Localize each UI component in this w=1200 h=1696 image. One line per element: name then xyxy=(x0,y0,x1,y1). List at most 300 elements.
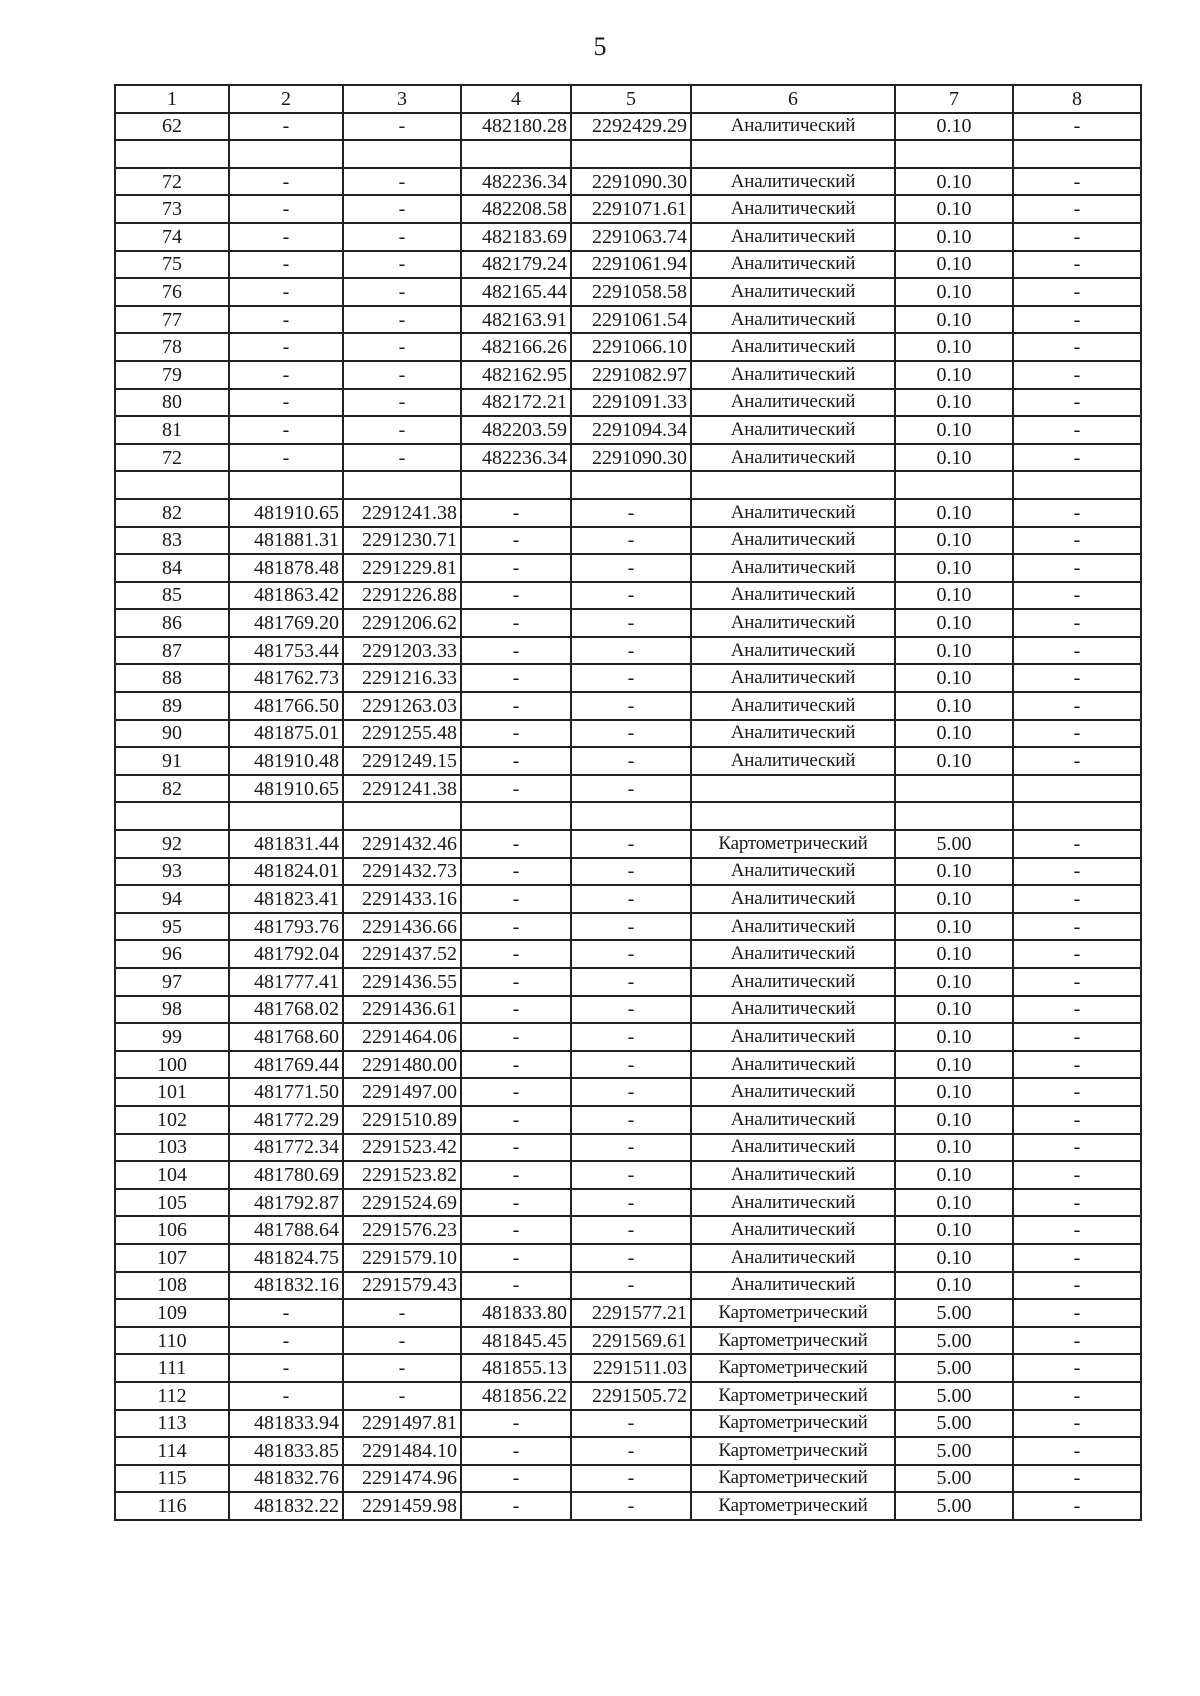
table-cell-col4: - xyxy=(461,968,571,996)
table-cell-col1: 72 xyxy=(115,444,229,472)
table-cell-col2: 481777.41 xyxy=(229,968,343,996)
table-cell-col5: - xyxy=(571,582,691,610)
table-body xyxy=(115,113,1141,1520)
table-cell-col6: Картометрический xyxy=(691,830,895,858)
table-cell-col6: Картометрический xyxy=(691,1465,895,1493)
table-cell-col2: - xyxy=(229,1327,343,1355)
table-cell-col5: - xyxy=(571,720,691,748)
table-cell-col2 xyxy=(229,140,343,168)
table-cell-col4: - xyxy=(461,1106,571,1134)
table-cell-col1: 103 xyxy=(115,1134,229,1162)
table-row xyxy=(115,1051,1141,1079)
table-cell-col1: 83 xyxy=(115,527,229,555)
table-cell-col3: - xyxy=(343,1354,461,1382)
table-cell-col4: - xyxy=(461,664,571,692)
table-cell-col2: 481792.87 xyxy=(229,1189,343,1217)
table-cell-col4: - xyxy=(461,775,571,803)
table-cell-col8: - xyxy=(1013,444,1141,472)
table-cell-col3: - xyxy=(343,306,461,334)
table-row xyxy=(115,1216,1141,1244)
table-cell-col2: - xyxy=(229,113,343,141)
table-cell-col2: - xyxy=(229,195,343,223)
table-cell-col4: 482166.26 xyxy=(461,333,571,361)
table-cell-col6: Аналитический xyxy=(691,664,895,692)
table-cell-col2: 481875.01 xyxy=(229,720,343,748)
table-cell-col6: Картометрический xyxy=(691,1299,895,1327)
table-cell-col2: 481772.29 xyxy=(229,1106,343,1134)
column-header-7: 7 xyxy=(895,85,1013,113)
table-cell-col5: - xyxy=(571,885,691,913)
table-cell-col8: - xyxy=(1013,389,1141,417)
table-cell-col6: Аналитический xyxy=(691,1106,895,1134)
table-cell-col2: - xyxy=(229,1299,343,1327)
table-cell-col7: 5.00 xyxy=(895,1299,1013,1327)
table-cell-col5: - xyxy=(571,940,691,968)
table-cell-col1: 97 xyxy=(115,968,229,996)
table-cell-col7: 0.10 xyxy=(895,1078,1013,1106)
table-cell-col8: - xyxy=(1013,333,1141,361)
table-cell-col1: 75 xyxy=(115,251,229,279)
column-header-3: 3 xyxy=(343,85,461,113)
table-cell-col7: 0.10 xyxy=(895,554,1013,582)
table-cell-col2: 481823.41 xyxy=(229,885,343,913)
table-cell-col2: 481832.22 xyxy=(229,1492,343,1520)
table-cell-col8: - xyxy=(1013,609,1141,637)
table-cell-col6: Аналитический xyxy=(691,499,895,527)
table-cell-col3: 2291241.38 xyxy=(343,499,461,527)
table-cell-col7 xyxy=(895,140,1013,168)
table-cell-col2: - xyxy=(229,306,343,334)
table-cell-col4: - xyxy=(461,1492,571,1520)
table-cell-col1: 73 xyxy=(115,195,229,223)
table-cell-col6: Аналитический xyxy=(691,1161,895,1189)
table-cell-col2: 481833.85 xyxy=(229,1437,343,1465)
table-cell-col6: Аналитический xyxy=(691,940,895,968)
table-cell-col5: - xyxy=(571,913,691,941)
table-cell-col3: 2291436.66 xyxy=(343,913,461,941)
table-cell-col3: 2291241.38 xyxy=(343,775,461,803)
column-header-1: 1 xyxy=(115,85,229,113)
table-cell-col8: - xyxy=(1013,747,1141,775)
table-cell-col2 xyxy=(229,471,343,499)
table-cell-col4: - xyxy=(461,1244,571,1272)
table-cell-col8: - xyxy=(1013,1299,1141,1327)
table-cell-col5: 2291063.74 xyxy=(571,223,691,251)
table-cell-col7: 0.10 xyxy=(895,361,1013,389)
table-cell-col8: - xyxy=(1013,1437,1141,1465)
table-cell-col6: Аналитический xyxy=(691,1244,895,1272)
table-cell-col2: 481910.48 xyxy=(229,747,343,775)
table-cell-col8: - xyxy=(1013,885,1141,913)
table-row xyxy=(115,527,1141,555)
table-cell-col3: - xyxy=(343,1299,461,1327)
table-cell-col8: - xyxy=(1013,1272,1141,1300)
table-cell-col1: 106 xyxy=(115,1216,229,1244)
table-cell-col6: Аналитический xyxy=(691,389,895,417)
table-cell-col6: Аналитический xyxy=(691,251,895,279)
table-cell-col7: 0.10 xyxy=(895,1216,1013,1244)
table-cell-col2 xyxy=(229,802,343,830)
table-cell-col5: - xyxy=(571,1161,691,1189)
table-cell-col1: 82 xyxy=(115,775,229,803)
table-cell-col1: 98 xyxy=(115,996,229,1024)
table-cell-col7: 0.10 xyxy=(895,1051,1013,1079)
table-cell-col7: 5.00 xyxy=(895,1327,1013,1355)
table-cell-col7: 0.10 xyxy=(895,527,1013,555)
table-cell-col5: 2291071.61 xyxy=(571,195,691,223)
table-cell-col3: - xyxy=(343,1327,461,1355)
table-cell-col6: Аналитический xyxy=(691,913,895,941)
table-cell-col4: - xyxy=(461,1272,571,1300)
table-cell-col1: 105 xyxy=(115,1189,229,1217)
table-cell-col3: - xyxy=(343,278,461,306)
table-cell-col8: - xyxy=(1013,554,1141,582)
table-row xyxy=(115,113,1141,141)
table-cell-col5: - xyxy=(571,1189,691,1217)
table-cell-col5: 2291569.61 xyxy=(571,1327,691,1355)
table-cell-col4: - xyxy=(461,747,571,775)
table-cell-col4: - xyxy=(461,720,571,748)
table-cell-col2: 481833.94 xyxy=(229,1410,343,1438)
table-cell-col7: 5.00 xyxy=(895,1492,1013,1520)
table-cell-col3: 2291523.82 xyxy=(343,1161,461,1189)
table-row xyxy=(115,1354,1141,1382)
table-cell-col4: - xyxy=(461,1410,571,1438)
table-cell-col4: - xyxy=(461,1216,571,1244)
table-cell-col1 xyxy=(115,140,229,168)
table-cell-col2: 481766.50 xyxy=(229,692,343,720)
table-cell-col5: - xyxy=(571,1437,691,1465)
table-cell-col8: - xyxy=(1013,1161,1141,1189)
table-row xyxy=(115,582,1141,610)
table-cell-col6: Аналитический xyxy=(691,223,895,251)
table-cell-col6: Аналитический xyxy=(691,416,895,444)
column-header-8: 8 xyxy=(1013,85,1141,113)
table-cell-col7: 0.10 xyxy=(895,389,1013,417)
table-cell-col8: - xyxy=(1013,830,1141,858)
table-separator-row xyxy=(115,140,1141,168)
table-cell-col3: - xyxy=(343,1382,461,1410)
table-row xyxy=(115,1437,1141,1465)
table-cell-col3: 2291263.03 xyxy=(343,692,461,720)
table-cell-col3: 2291203.33 xyxy=(343,637,461,665)
table-cell-col8: - xyxy=(1013,664,1141,692)
table-cell-col8: - xyxy=(1013,1216,1141,1244)
table-cell-col7: 0.10 xyxy=(895,444,1013,472)
table-cell-col3: 2291497.81 xyxy=(343,1410,461,1438)
table-cell-col2: - xyxy=(229,251,343,279)
table-row xyxy=(115,1161,1141,1189)
table-cell-col6: Картометрический xyxy=(691,1410,895,1438)
table-cell-col1: 74 xyxy=(115,223,229,251)
table-row xyxy=(115,1382,1141,1410)
table-cell-col4: 481856.22 xyxy=(461,1382,571,1410)
table-cell-col5: - xyxy=(571,996,691,1024)
table-cell-col5: - xyxy=(571,609,691,637)
table-cell-col7: 0.10 xyxy=(895,1023,1013,1051)
table-cell-col5: - xyxy=(571,747,691,775)
table-cell-col6 xyxy=(691,802,895,830)
table-cell-col3: 2291524.69 xyxy=(343,1189,461,1217)
table-cell-col7: 0.10 xyxy=(895,333,1013,361)
table-cell-col6: Аналитический xyxy=(691,1051,895,1079)
table-cell-col4: - xyxy=(461,996,571,1024)
table-cell-col3: 2291432.73 xyxy=(343,858,461,886)
table-cell-col1: 101 xyxy=(115,1078,229,1106)
table-row xyxy=(115,1023,1141,1051)
table-cell-col2: 481768.60 xyxy=(229,1023,343,1051)
table-cell-col2: 481772.34 xyxy=(229,1134,343,1162)
table-cell-col2: - xyxy=(229,389,343,417)
table-cell-col5: 2291061.54 xyxy=(571,306,691,334)
table-cell-col2: 481769.44 xyxy=(229,1051,343,1079)
table-cell-col4: - xyxy=(461,527,571,555)
table-cell-col8: - xyxy=(1013,582,1141,610)
table-cell-col5: - xyxy=(571,1244,691,1272)
table-cell-col2: 481824.75 xyxy=(229,1244,343,1272)
table-cell-col8: - xyxy=(1013,1023,1141,1051)
table-cell-col3: 2291579.43 xyxy=(343,1272,461,1300)
table-cell-col5: - xyxy=(571,1023,691,1051)
table-row xyxy=(115,775,1141,803)
table-row xyxy=(115,1410,1141,1438)
table-cell-col3: 2291459.98 xyxy=(343,1492,461,1520)
table-cell-col5: - xyxy=(571,1078,691,1106)
table-cell-col3: - xyxy=(343,444,461,472)
table-cell-col4: - xyxy=(461,858,571,886)
table-cell-col6 xyxy=(691,140,895,168)
table-cell-col2: 481832.16 xyxy=(229,1272,343,1300)
table-cell-col3: 2291433.16 xyxy=(343,885,461,913)
table-cell-col3: - xyxy=(343,168,461,196)
table-row xyxy=(115,168,1141,196)
table-cell-col8: - xyxy=(1013,720,1141,748)
table-cell-col3 xyxy=(343,471,461,499)
table-row xyxy=(115,609,1141,637)
table-cell-col6: Аналитический xyxy=(691,361,895,389)
table-cell-col8: - xyxy=(1013,1134,1141,1162)
table-cell-col4: - xyxy=(461,1161,571,1189)
table-cell-col8: - xyxy=(1013,913,1141,941)
table-cell-col4: 481855.13 xyxy=(461,1354,571,1382)
table-cell-col1: 76 xyxy=(115,278,229,306)
table-cell-col2: 481762.73 xyxy=(229,664,343,692)
table-cell-col7: 0.10 xyxy=(895,609,1013,637)
table-cell-col8: - xyxy=(1013,278,1141,306)
table-row xyxy=(115,885,1141,913)
table-cell-col2: 481792.04 xyxy=(229,940,343,968)
table-cell-col2: 481768.02 xyxy=(229,996,343,1024)
table-cell-col5: 2291505.72 xyxy=(571,1382,691,1410)
table-cell-col2: - xyxy=(229,223,343,251)
table-cell-col3: 2291480.00 xyxy=(343,1051,461,1079)
table-cell-col8: - xyxy=(1013,996,1141,1024)
table-cell-col7: 0.10 xyxy=(895,223,1013,251)
table-row xyxy=(115,1134,1141,1162)
table-cell-col7: 0.10 xyxy=(895,251,1013,279)
table-separator-row xyxy=(115,471,1141,499)
table-cell-col6: Аналитический xyxy=(691,444,895,472)
table-cell-col2: 481881.31 xyxy=(229,527,343,555)
table-cell-col4: - xyxy=(461,1465,571,1493)
table-cell-col6: Аналитический xyxy=(691,168,895,196)
table-cell-col4: 482236.34 xyxy=(461,168,571,196)
table-cell-col1: 79 xyxy=(115,361,229,389)
table-cell-col8 xyxy=(1013,471,1141,499)
table-cell-col4: - xyxy=(461,692,571,720)
table-cell-col3 xyxy=(343,802,461,830)
table-cell-col3: 2291484.10 xyxy=(343,1437,461,1465)
table-cell-col1 xyxy=(115,802,229,830)
table-cell-col6: Аналитический xyxy=(691,1023,895,1051)
table-cell-col5: 2292429.29 xyxy=(571,113,691,141)
table-row xyxy=(115,1189,1141,1217)
table-cell-col7: 0.10 xyxy=(895,1161,1013,1189)
table-row xyxy=(115,333,1141,361)
table-cell-col6: Аналитический xyxy=(691,1216,895,1244)
table-cell-col3: - xyxy=(343,251,461,279)
table-cell-col1: 89 xyxy=(115,692,229,720)
table-cell-col5: - xyxy=(571,1410,691,1438)
table-cell-col7: 0.10 xyxy=(895,637,1013,665)
table-cell-col8: - xyxy=(1013,1382,1141,1410)
table-cell-col5: - xyxy=(571,527,691,555)
table-cell-col6 xyxy=(691,471,895,499)
column-header-6: 6 xyxy=(691,85,895,113)
table-cell-col6: Картометрический xyxy=(691,1492,895,1520)
table-row xyxy=(115,858,1141,886)
table-cell-col7: 0.10 xyxy=(895,1189,1013,1217)
table-row xyxy=(115,940,1141,968)
table-cell-col7: 0.10 xyxy=(895,582,1013,610)
table-cell-col7: 0.10 xyxy=(895,913,1013,941)
table-row xyxy=(115,1106,1141,1134)
table-cell-col3: - xyxy=(343,223,461,251)
table-cell-col8: - xyxy=(1013,637,1141,665)
table-cell-col2: - xyxy=(229,1382,343,1410)
table-cell-col2: - xyxy=(229,416,343,444)
table-cell-col8: - xyxy=(1013,361,1141,389)
table-cell-col3: 2291579.10 xyxy=(343,1244,461,1272)
table-cell-col6: Аналитический xyxy=(691,1272,895,1300)
table-cell-col6: Картометрический xyxy=(691,1382,895,1410)
table-row xyxy=(115,1272,1141,1300)
table-cell-col5 xyxy=(571,471,691,499)
table-cell-col1: 107 xyxy=(115,1244,229,1272)
table-cell-col8: - xyxy=(1013,499,1141,527)
table-row xyxy=(115,913,1141,941)
table-cell-col2: - xyxy=(229,333,343,361)
table-cell-col5: - xyxy=(571,637,691,665)
table-cell-col4 xyxy=(461,471,571,499)
table-row xyxy=(115,1078,1141,1106)
table-cell-col6: Аналитический xyxy=(691,333,895,361)
table-cell-col3: 2291249.15 xyxy=(343,747,461,775)
table-cell-col5: 2291094.34 xyxy=(571,416,691,444)
table-cell-col4: 482183.69 xyxy=(461,223,571,251)
table-cell-col7: 0.10 xyxy=(895,720,1013,748)
table-cell-col7: 5.00 xyxy=(895,1437,1013,1465)
table-cell-col5: - xyxy=(571,554,691,582)
table-cell-col1: 104 xyxy=(115,1161,229,1189)
table-cell-col2: 481771.50 xyxy=(229,1078,343,1106)
table-cell-col6: Картометрический xyxy=(691,1354,895,1382)
table-cell-col7: 0.10 xyxy=(895,499,1013,527)
table-cell-col8: - xyxy=(1013,416,1141,444)
table-cell-col5: - xyxy=(571,858,691,886)
table-row xyxy=(115,996,1141,1024)
table-cell-col4: - xyxy=(461,1437,571,1465)
table-cell-col3: 2291206.62 xyxy=(343,609,461,637)
table-cell-col6: Аналитический xyxy=(691,968,895,996)
table-cell-col4: - xyxy=(461,940,571,968)
table-cell-col8 xyxy=(1013,775,1141,803)
table-cell-col7: 0.10 xyxy=(895,113,1013,141)
table-cell-col6: Аналитический xyxy=(691,996,895,1024)
table-cell-col5: - xyxy=(571,830,691,858)
table-cell-col5: - xyxy=(571,1051,691,1079)
table-cell-col7: 0.10 xyxy=(895,168,1013,196)
table-cell-col7: 0.10 xyxy=(895,1134,1013,1162)
table-cell-col8: - xyxy=(1013,1354,1141,1382)
table-cell-col7: 5.00 xyxy=(895,1354,1013,1382)
table-cell-col1: 110 xyxy=(115,1327,229,1355)
table-cell-col5: - xyxy=(571,968,691,996)
table-cell-col1: 99 xyxy=(115,1023,229,1051)
table-cell-col3: 2291230.71 xyxy=(343,527,461,555)
table-cell-col3: 2291576.23 xyxy=(343,1216,461,1244)
table-cell-col5: - xyxy=(571,1134,691,1162)
table-row xyxy=(115,692,1141,720)
table-cell-col8: - xyxy=(1013,1327,1141,1355)
table-cell-col8: - xyxy=(1013,692,1141,720)
table-cell-col5: 2291082.97 xyxy=(571,361,691,389)
table-cell-col4: - xyxy=(461,1023,571,1051)
table-cell-col6: Аналитический xyxy=(691,637,895,665)
table-row xyxy=(115,720,1141,748)
table-cell-col7: 0.10 xyxy=(895,664,1013,692)
table-cell-col5 xyxy=(571,140,691,168)
table-cell-col8: - xyxy=(1013,1189,1141,1217)
table-cell-col4: 482165.44 xyxy=(461,278,571,306)
table-cell-col4: 482208.58 xyxy=(461,195,571,223)
table-cell-col4: - xyxy=(461,1189,571,1217)
table-row xyxy=(115,747,1141,775)
table-cell-col2: 481788.64 xyxy=(229,1216,343,1244)
table-row xyxy=(115,554,1141,582)
table-row xyxy=(115,1327,1141,1355)
table-row xyxy=(115,1465,1141,1493)
table-cell-col6: Аналитический xyxy=(691,554,895,582)
page-number: 5 xyxy=(593,32,607,61)
table-row xyxy=(115,830,1141,858)
table-cell-col1: 90 xyxy=(115,720,229,748)
table-cell-col7: 0.10 xyxy=(895,692,1013,720)
table-cell-col2: 481824.01 xyxy=(229,858,343,886)
table-cell-col2: 481863.42 xyxy=(229,582,343,610)
table-cell-col1: 91 xyxy=(115,747,229,775)
table-cell-col7: 0.10 xyxy=(895,996,1013,1024)
table-cell-col2: - xyxy=(229,444,343,472)
table-cell-col5: 2291577.21 xyxy=(571,1299,691,1327)
table-cell-col5: - xyxy=(571,1492,691,1520)
table-cell-col7: 0.10 xyxy=(895,278,1013,306)
table-cell-col7 xyxy=(895,802,1013,830)
table-cell-col5: - xyxy=(571,1272,691,1300)
table-cell-col3: - xyxy=(343,333,461,361)
table-cell-col5: 2291058.58 xyxy=(571,278,691,306)
table-cell-col6: Аналитический xyxy=(691,582,895,610)
